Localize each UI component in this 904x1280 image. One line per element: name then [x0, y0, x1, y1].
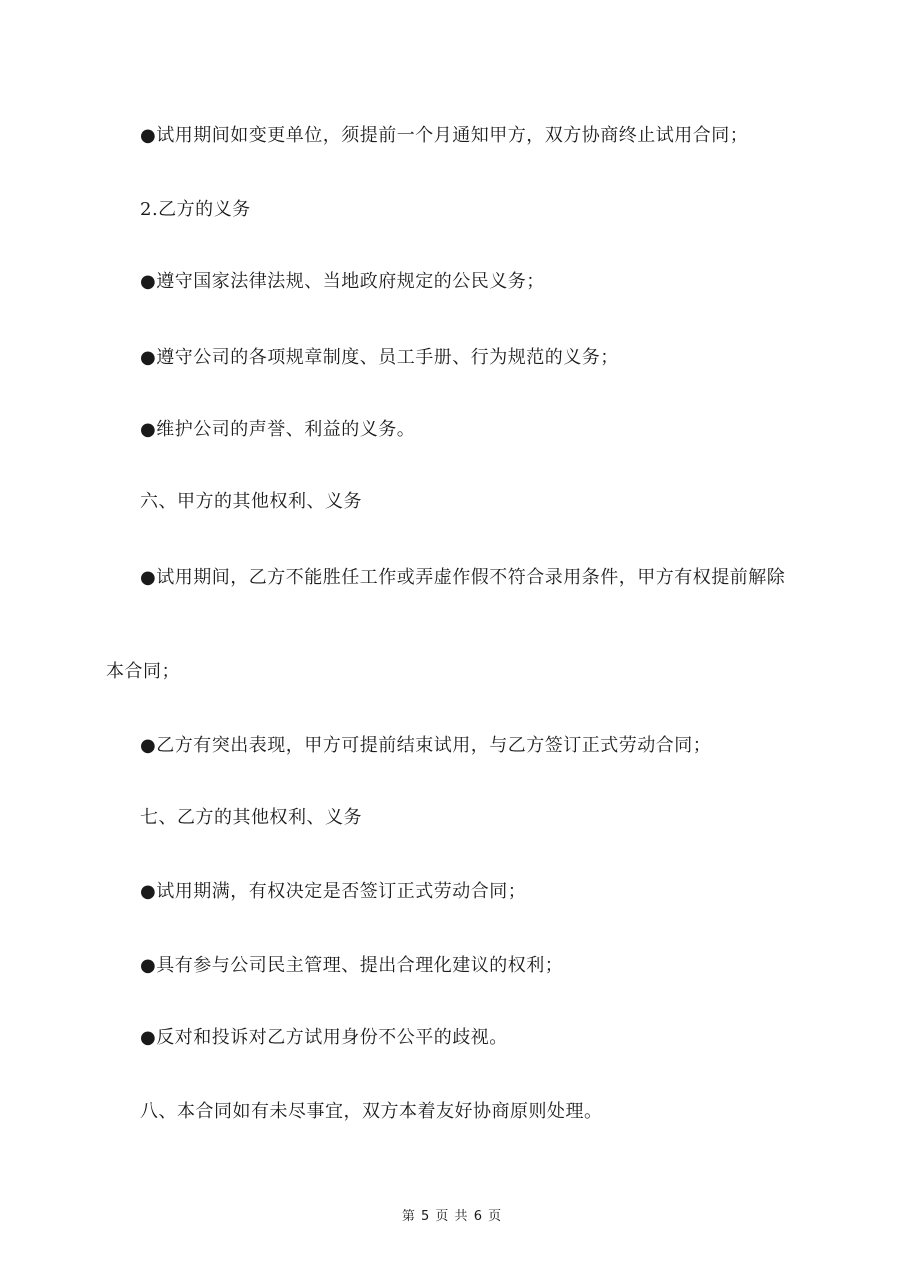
- bullet-early-end-probation: ●乙方有突出表现，甲方可提前结束试用，与乙方签订正式劳动合同；: [140, 735, 712, 756]
- bullet-decide-sign-contract: ●试用期满，有权决定是否签订正式劳动合同；: [140, 881, 527, 902]
- bullet-participate-management: ●具有参与公司民主管理、提出合理化建议的权利；: [140, 955, 564, 976]
- section-six-heading: 六、甲方的其他权利、义务: [140, 491, 362, 512]
- bullet-obey-laws: ●遵守国家法律法规、当地政府规定的公民义务；: [140, 271, 545, 292]
- section-seven-heading: 七、乙方的其他权利、义务: [140, 807, 362, 828]
- bullet-obey-company-rules: ●遵守公司的各项规章制度、员工手册、行为规范的义务；: [140, 347, 619, 368]
- heading-party-b-obligations: 2.乙方的义务: [140, 199, 251, 220]
- bullet-terminate-contract: ●试用期间，乙方不能胜任工作或弄虚作假不符合录用条件，甲方有权提前解除: [140, 567, 786, 588]
- page-number-footer: 第 5 页 共 6 页: [401, 1209, 503, 1224]
- bullet-change-employer: ●试用期间如变更单位，须提前一个月通知甲方，双方协商终止试用合同；: [140, 125, 749, 146]
- bullet-oppose-discrimination: ●反对和投诉对乙方试用身份不公平的歧视。: [140, 1027, 508, 1048]
- section-eight-text: 八、本合同如有未尽事宜，双方本着友好协商原则处理。: [140, 1101, 603, 1122]
- bullet-maintain-reputation: ●维护公司的声誉、利益的义务。: [140, 419, 416, 440]
- bullet-terminate-contract-continued: 本合同；: [106, 661, 180, 682]
